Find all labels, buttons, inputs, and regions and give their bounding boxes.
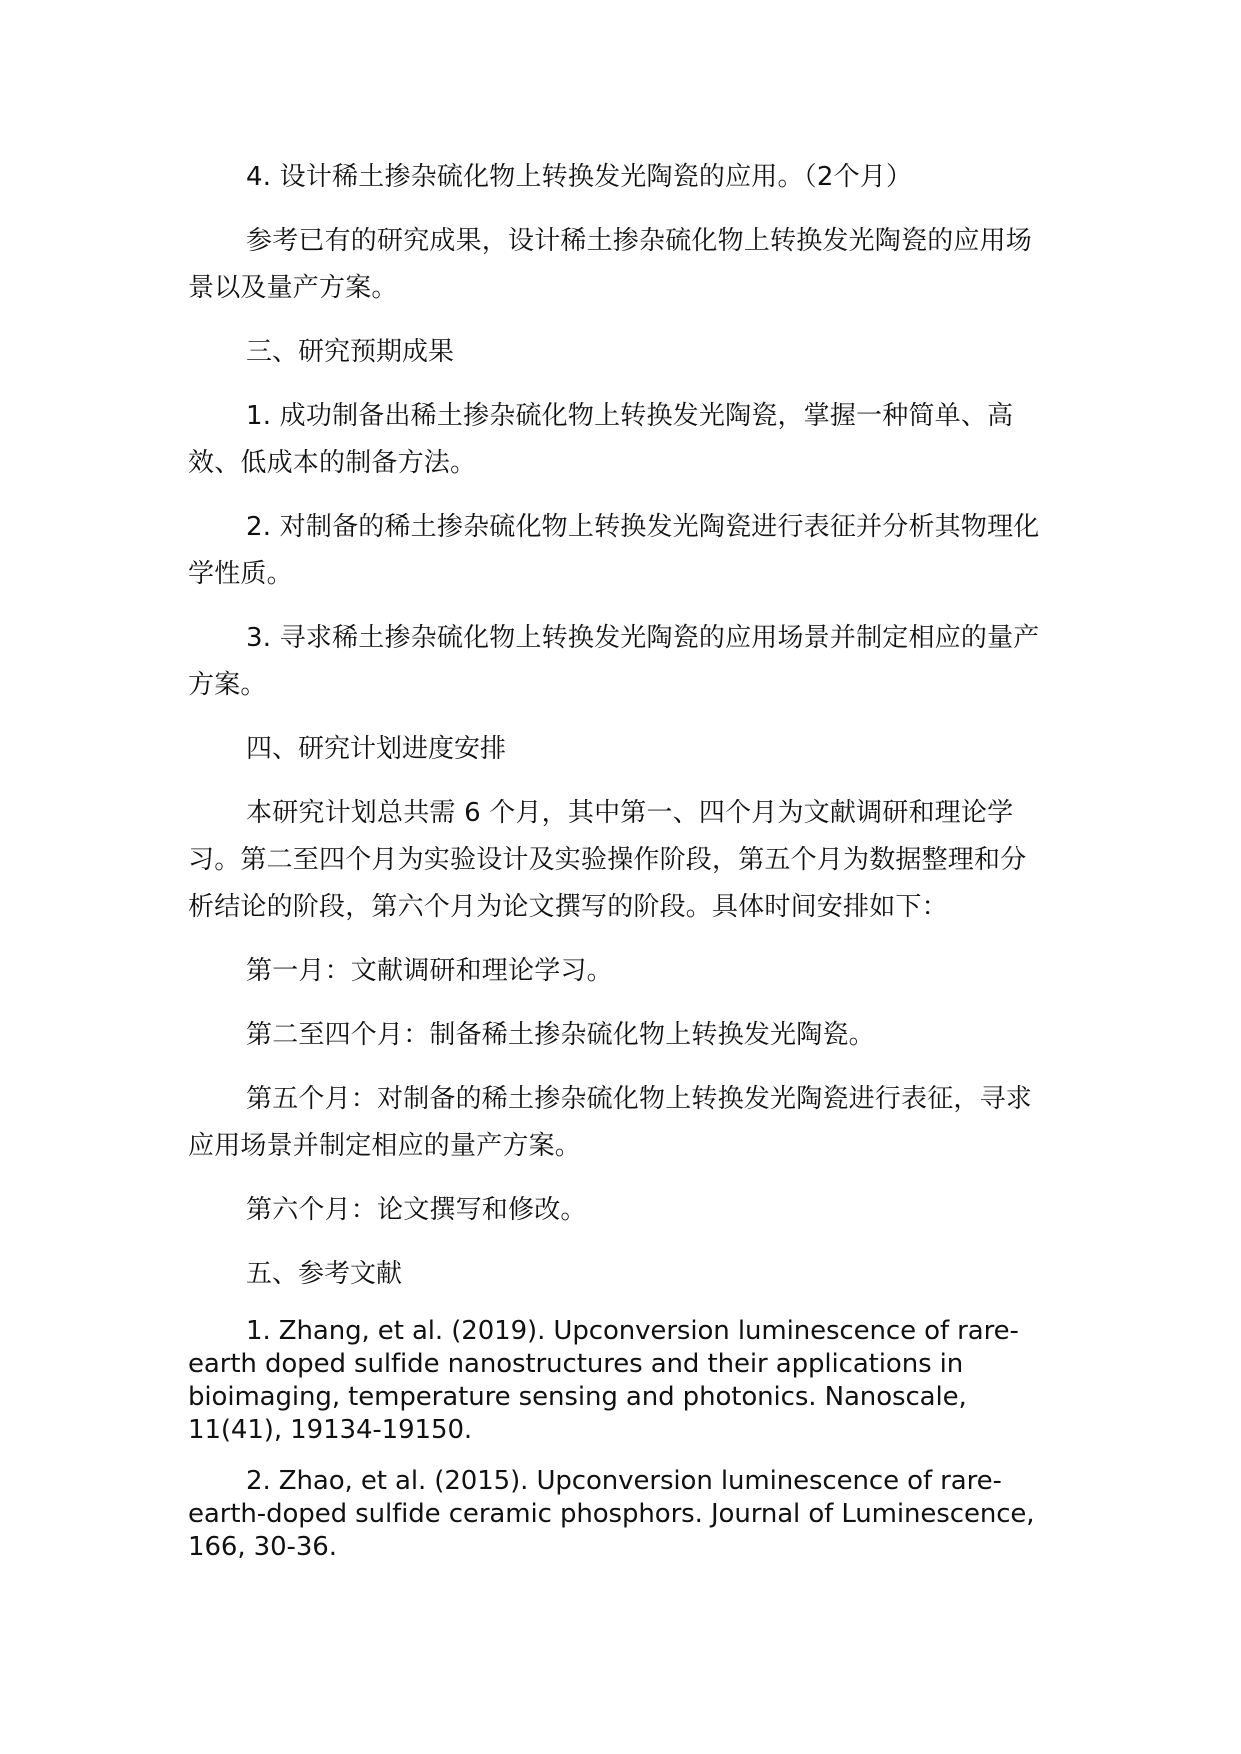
schedule-month-2-4: 第二至四个月：制备稀土掺杂硫化物上转换发光陶瓷。	[246, 1020, 875, 1050]
schedule-overview: 本研究计划总共需 6 个月，其中第一、四个月为文献调研和理论学习。第二至四个月为实验设计及实验操作阶段，第五个月为数据整理和分析结论的阶段，第六个月为论文撰写的阶段。具体时间安排如下：	[188, 798, 1027, 922]
reference-item: 1. Zhang, et al. (2019). Upconversion luminescence of rare-earth doped sulfide nanostructures and their applications in bioimaging, temperature sensing and photonics. Nanoscale, 11(41), 19134-19150.	[188, 1316, 1019, 1445]
section-heading-schedule: 四、研究计划进度安排	[246, 734, 507, 764]
schedule-month-1: 第一月：文献调研和理论学习。	[246, 956, 613, 986]
document-body	[188, 154, 1046, 1582]
schedule-month-6: 第六个月：论文撰写和修改。	[246, 1195, 587, 1225]
paragraph-item-4-application: 4. 设计稀土掺杂硫化物上转换发光陶瓷的应用。（2个月）	[246, 162, 913, 192]
reference-item: 2. Zhao, et al. (2015). Upconversion luminescence of rare-earth-doped sulfide ceramic phosphors. Journal of Luminescence, 166, 30-36.	[188, 1466, 1035, 1562]
paragraph-application-design: 参考已有的研究成果，设计稀土掺杂硫化物上转换发光陶瓷的应用场景以及量产方案。	[188, 226, 1033, 303]
expected-result-1: 1. 成功制备出稀土掺杂硫化物上转换发光陶瓷，掌握一种简单、高效、低成本的制备方法。	[188, 401, 1014, 478]
expected-result-2: 2. 对制备的稀土掺杂硫化物上转换发光陶瓷进行表征并分析其物理化学性质。	[188, 512, 1040, 589]
schedule-month-5: 第五个月：对制备的稀土掺杂硫化物上转换发光陶瓷进行表征，寻求应用场景并制定相应的量产方案。	[188, 1084, 1033, 1161]
section-heading-references: 五、参考文献	[246, 1259, 403, 1289]
section-heading-expected-results: 三、研究预期成果	[246, 337, 455, 367]
expected-result-3: 3. 寻求稀土掺杂硫化物上转换发光陶瓷的应用场景并制定相应的量产方案。	[188, 623, 1040, 700]
